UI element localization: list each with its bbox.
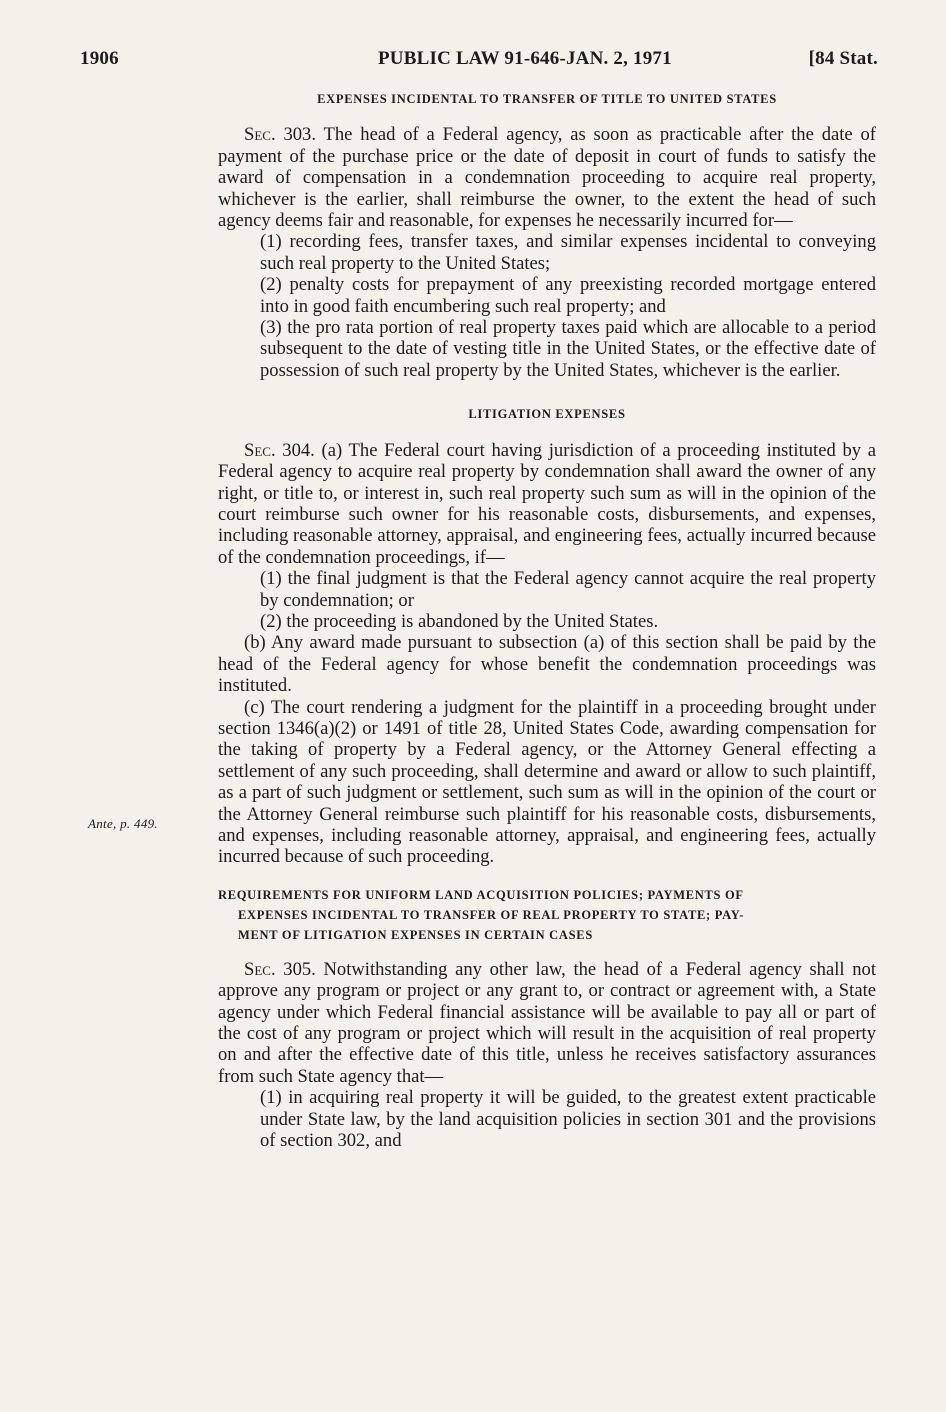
section-303-text: The head of a Federal agency, as soon as practicable after the date of payment of the purchase price or the date of deposit in court of funds to satisfy the award of compensation in a condemnation proceeding to acquire real property, whichever is the earlier, shall reimburse the owner, to the extent the head of such agency deems fair and reasonable, for expenses he necessarily incurred for— — [218, 124, 877, 232]
main-text-column — [218, 89, 876, 1151]
section-305-label: Sec. 305. — [244, 958, 316, 980]
section-303-item-3: (3) the pro rata portion of real property taxes paid which are allocable to a period subsequent to the date of vesting title in the United States, or the effective date of possession of such real property by the United States, whichever is the earlier. — [260, 317, 876, 381]
section-304-caption: LITIGATION EXPENSES — [468, 407, 626, 422]
section-304-paragraph-a — [218, 440, 876, 568]
section-305-item-1: (1) in acquiring real property it will be guided, to the greatest extent practicable under State law, by the land acquisition policies in section 301 and the provisions of section 302, and — [260, 1087, 876, 1152]
margin-note: Ante, p. 449. — [88, 816, 158, 831]
section-303-label: Sec. 303. — [244, 124, 316, 146]
section-304-label: Sec. 304. — [244, 439, 315, 461]
section-304-item-2: (2) the proceeding is abandoned by the United States. — [260, 610, 659, 632]
section-304-paragraph-b: (b) Any award made pursuant to subsection (a) of this section shall be paid by the head of the Federal agency for whose benefit the condemnation proceedings was instituted. — [218, 632, 876, 697]
section-305-caption — [218, 885, 876, 945]
section-304-item-1: (1) the final judgment is that the Federal agency cannot acquire the real property by condemnation; or — [260, 568, 876, 611]
section-305-caption-line-2: EXPENSES INCIDENTAL TO TRANSFER OF REAL PROPERTY TO STATE; PAY- — [238, 907, 745, 922]
section-305-caption-line-3: MENT OF LITIGATION EXPENSES IN CERTAIN CASES — [238, 927, 593, 942]
section-303-paragraph — [218, 124, 876, 231]
section-304-paragraph-c: (c) The court rendering a judgment for the plaintiff in a proceeding brought under section 1346(a)(2) or 1491 of title 28, United States Code, awarding compensation for the taking of property by a Federal agency, or the Attorney General effecting a settlement of any such proceeding, shall determine and award or allow to such plaintiff, as a part of such judgment or settlement, such sum as will in the opinion of the court or the Attorney General reimburse such plaintiff for his reasonable costs, disbursements, and expenses, including reasonable attorney, appraisal, and engineering fees, actually incurred because of such proceeding. — [218, 696, 876, 868]
page-number: 1906 — [80, 48, 119, 69]
section-304-text-a: (a) The Federal court having jurisdiction of a proceeding instituted by a Federal agency to acquire real property by condemnation shall award the owner of any right, or title to, or interest in, such real property such sum as will in the opinion of the court reimburse such owner for his reasonable costs, disbursements, and expenses, including reasonable attorney, appraisal, and engineering fees, actually incurred because of the condemnation proceedings, if— — [218, 439, 876, 568]
statute-reference: [84 Stat. — [808, 48, 878, 69]
page-title: PUBLIC LAW 91-646-JAN. 2, 1971 — [378, 48, 672, 69]
section-303-item-2: (2) penalty costs for prepayment of any preexisting recorded mortgage entered into in good faith encumbering such real property; and — [260, 274, 876, 317]
section-305-caption-line-1: REQUIREMENTS FOR UNIFORM LAND ACQUISITION POLICIES; PAYMENTS OF — [218, 887, 744, 902]
section-303-caption: EXPENSES INCIDENTAL TO TRANSFER OF TITLE TO UNITED STATES — [317, 92, 777, 106]
section-305-text: Notwithstanding any other law, the head of a Federal agency shall not approve any program or project or any grant to, or contract or agreement with, a State agency under which Federal financial assistance will be available to pay all or part of the cost of any program or project which will result in the acquisition of real property on and after the effective date of this title, unless he receives satisfactory assurances from such State agency that— — [218, 958, 876, 1087]
running-header — [80, 48, 878, 78]
section-303-item-1: (1) recording fees, transfer taxes, and similar expenses incidental to conveying such real property to the United States; — [260, 231, 876, 274]
section-305-paragraph — [218, 959, 876, 1087]
